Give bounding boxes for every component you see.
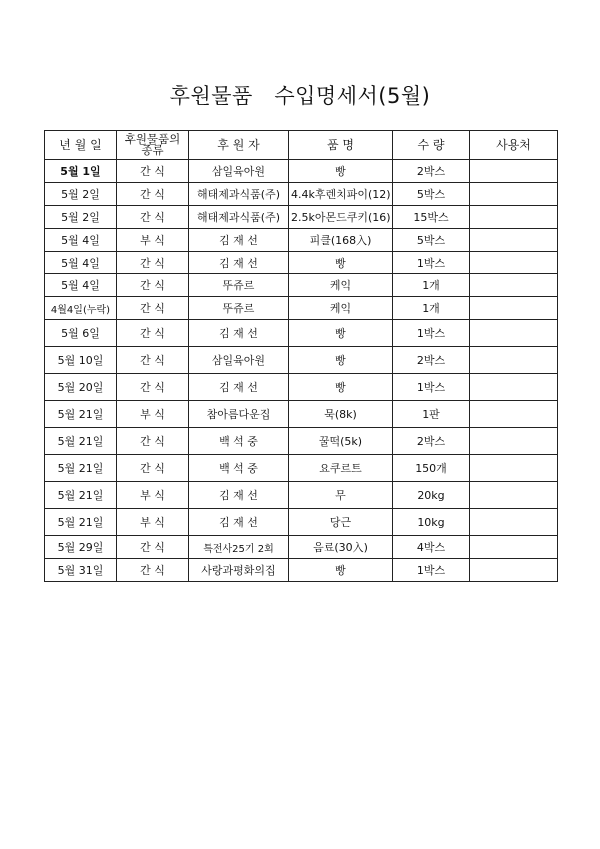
cell-sponsor: 백 석 중 — [189, 455, 289, 482]
cell-sponsor: 김 재 선 — [189, 251, 289, 274]
cell-date: 5월 2일 — [45, 205, 117, 228]
cell-date: 5월 2일 — [45, 182, 117, 205]
table-row — [45, 536, 558, 559]
cell-qty: 5박스 — [393, 228, 470, 251]
table-row — [45, 401, 558, 428]
cell-item: 빵 — [289, 320, 393, 347]
cell-use — [470, 182, 558, 205]
table-row — [45, 509, 558, 536]
cell-qty: 1박스 — [393, 374, 470, 401]
cell-use — [470, 297, 558, 320]
cell-use — [470, 536, 558, 559]
cell-date: 4월4일(누락) — [45, 297, 117, 320]
cell-sponsor: 뚜쥬르 — [189, 297, 289, 320]
cell-use — [470, 251, 558, 274]
table-row — [45, 559, 558, 582]
cell-qty: 20kg — [393, 482, 470, 509]
cell-qty: 5박스 — [393, 182, 470, 205]
table-row — [45, 320, 558, 347]
header-qty: 수 량 — [393, 131, 470, 160]
table-row — [45, 205, 558, 228]
cell-use — [470, 455, 558, 482]
table-row — [45, 251, 558, 274]
cell-date: 5월 10일 — [45, 347, 117, 374]
cell-type: 간 식 — [117, 559, 189, 582]
cell-type: 부 식 — [117, 509, 189, 536]
cell-qty: 1박스 — [393, 559, 470, 582]
cell-type: 간 식 — [117, 205, 189, 228]
cell-item: 빵 — [289, 559, 393, 582]
cell-qty: 1개 — [393, 297, 470, 320]
cell-type: 간 식 — [117, 297, 189, 320]
cell-qty: 10kg — [393, 509, 470, 536]
header-date: 년 월 일 — [45, 131, 117, 160]
cell-qty: 150개 — [393, 455, 470, 482]
page-title: 후원물품 수입명세서(5월) — [169, 84, 431, 108]
cell-qty: 15박스 — [393, 205, 470, 228]
cell-type: 간 식 — [117, 428, 189, 455]
cell-date: 5월 29일 — [45, 536, 117, 559]
table-row — [45, 347, 558, 374]
table-row — [45, 374, 558, 401]
table-row — [45, 428, 558, 455]
cell-type: 간 식 — [117, 347, 189, 374]
cell-use — [470, 559, 558, 582]
cell-date: 5월 31일 — [45, 559, 117, 582]
cell-type: 간 식 — [117, 182, 189, 205]
cell-qty: 2박스 — [393, 160, 470, 183]
cell-date: 5월 21일 — [45, 455, 117, 482]
cell-date: 5월 21일 — [45, 482, 117, 509]
header-use: 사용처 — [470, 131, 558, 160]
cell-item: 피클(168入) — [289, 228, 393, 251]
cell-item: 빵 — [289, 374, 393, 401]
cell-type: 간 식 — [117, 251, 189, 274]
cell-date: 5월 21일 — [45, 428, 117, 455]
header-type: 후원물품의 종류 — [117, 131, 189, 160]
cell-use — [470, 228, 558, 251]
cell-qty: 1개 — [393, 274, 470, 297]
header-sponsor: 후 원 자 — [189, 131, 289, 160]
cell-sponsor: 김 재 선 — [189, 228, 289, 251]
cell-sponsor: 김 재 선 — [189, 482, 289, 509]
cell-type: 간 식 — [117, 160, 189, 183]
table-row — [45, 274, 558, 297]
table-row — [45, 228, 558, 251]
cell-sponsor: 참아름다운집 — [189, 401, 289, 428]
cell-qty: 1판 — [393, 401, 470, 428]
cell-item: 빵 — [289, 251, 393, 274]
cell-type: 간 식 — [117, 274, 189, 297]
cell-sponsor: 백 석 중 — [189, 428, 289, 455]
cell-item: 무 — [289, 482, 393, 509]
cell-sponsor: 해태제과식품(주) — [189, 182, 289, 205]
cell-type: 간 식 — [117, 320, 189, 347]
cell-type: 부 식 — [117, 401, 189, 428]
table-row — [45, 455, 558, 482]
cell-use — [470, 482, 558, 509]
cell-sponsor: 삼일육아원 — [189, 160, 289, 183]
cell-sponsor: 삼일육아원 — [189, 347, 289, 374]
cell-item: 2.5k아몬드쿠키(16) — [289, 205, 393, 228]
cell-qty: 2박스 — [393, 347, 470, 374]
cell-type: 부 식 — [117, 482, 189, 509]
cell-qty: 2박스 — [393, 428, 470, 455]
table-row — [45, 182, 558, 205]
cell-item: 빵 — [289, 160, 393, 183]
cell-item: 꿀떡(5k) — [289, 428, 393, 455]
header-item: 품 명 — [289, 131, 393, 160]
cell-date: 5월 20일 — [45, 374, 117, 401]
cell-date: 5월 1일 — [45, 160, 117, 183]
cell-item: 케익 — [289, 274, 393, 297]
cell-sponsor: 뚜쥬르 — [189, 274, 289, 297]
cell-item: 음료(30入) — [289, 536, 393, 559]
cell-item: 요쿠르트 — [289, 455, 393, 482]
cell-date: 5월 4일 — [45, 228, 117, 251]
cell-qty: 4박스 — [393, 536, 470, 559]
cell-item: 케익 — [289, 297, 393, 320]
cell-sponsor: 특전사25기 2회 — [189, 536, 289, 559]
cell-use — [470, 374, 558, 401]
cell-date: 5월 4일 — [45, 251, 117, 274]
cell-use — [470, 160, 558, 183]
cell-item: 당근 — [289, 509, 393, 536]
cell-sponsor: 해태제과식품(주) — [189, 205, 289, 228]
cell-date: 5월 21일 — [45, 509, 117, 536]
cell-type: 간 식 — [117, 536, 189, 559]
cell-item: 빵 — [289, 347, 393, 374]
cell-use — [470, 428, 558, 455]
table-row — [45, 482, 558, 509]
cell-type: 부 식 — [117, 228, 189, 251]
cell-sponsor: 김 재 선 — [189, 374, 289, 401]
cell-sponsor: 김 재 선 — [189, 320, 289, 347]
cell-use — [470, 274, 558, 297]
cell-date: 5월 4일 — [45, 274, 117, 297]
cell-use — [470, 320, 558, 347]
cell-use — [470, 509, 558, 536]
table-row — [45, 160, 558, 183]
table-header-row — [45, 131, 558, 160]
cell-sponsor: 김 재 선 — [189, 509, 289, 536]
cell-item: 4.4k후렌치파이(12) — [289, 182, 393, 205]
cell-qty: 1박스 — [393, 320, 470, 347]
cell-qty: 1박스 — [393, 251, 470, 274]
cell-type: 간 식 — [117, 374, 189, 401]
cell-sponsor: 사랑과평화의집 — [189, 559, 289, 582]
cell-use — [470, 401, 558, 428]
cell-date: 5월 21일 — [45, 401, 117, 428]
cell-use — [470, 347, 558, 374]
cell-item: 묵(8k) — [289, 401, 393, 428]
table-row — [45, 297, 558, 320]
cell-use — [470, 205, 558, 228]
cell-date: 5월 6일 — [45, 320, 117, 347]
cell-type: 간 식 — [117, 455, 189, 482]
donation-table — [44, 130, 558, 582]
